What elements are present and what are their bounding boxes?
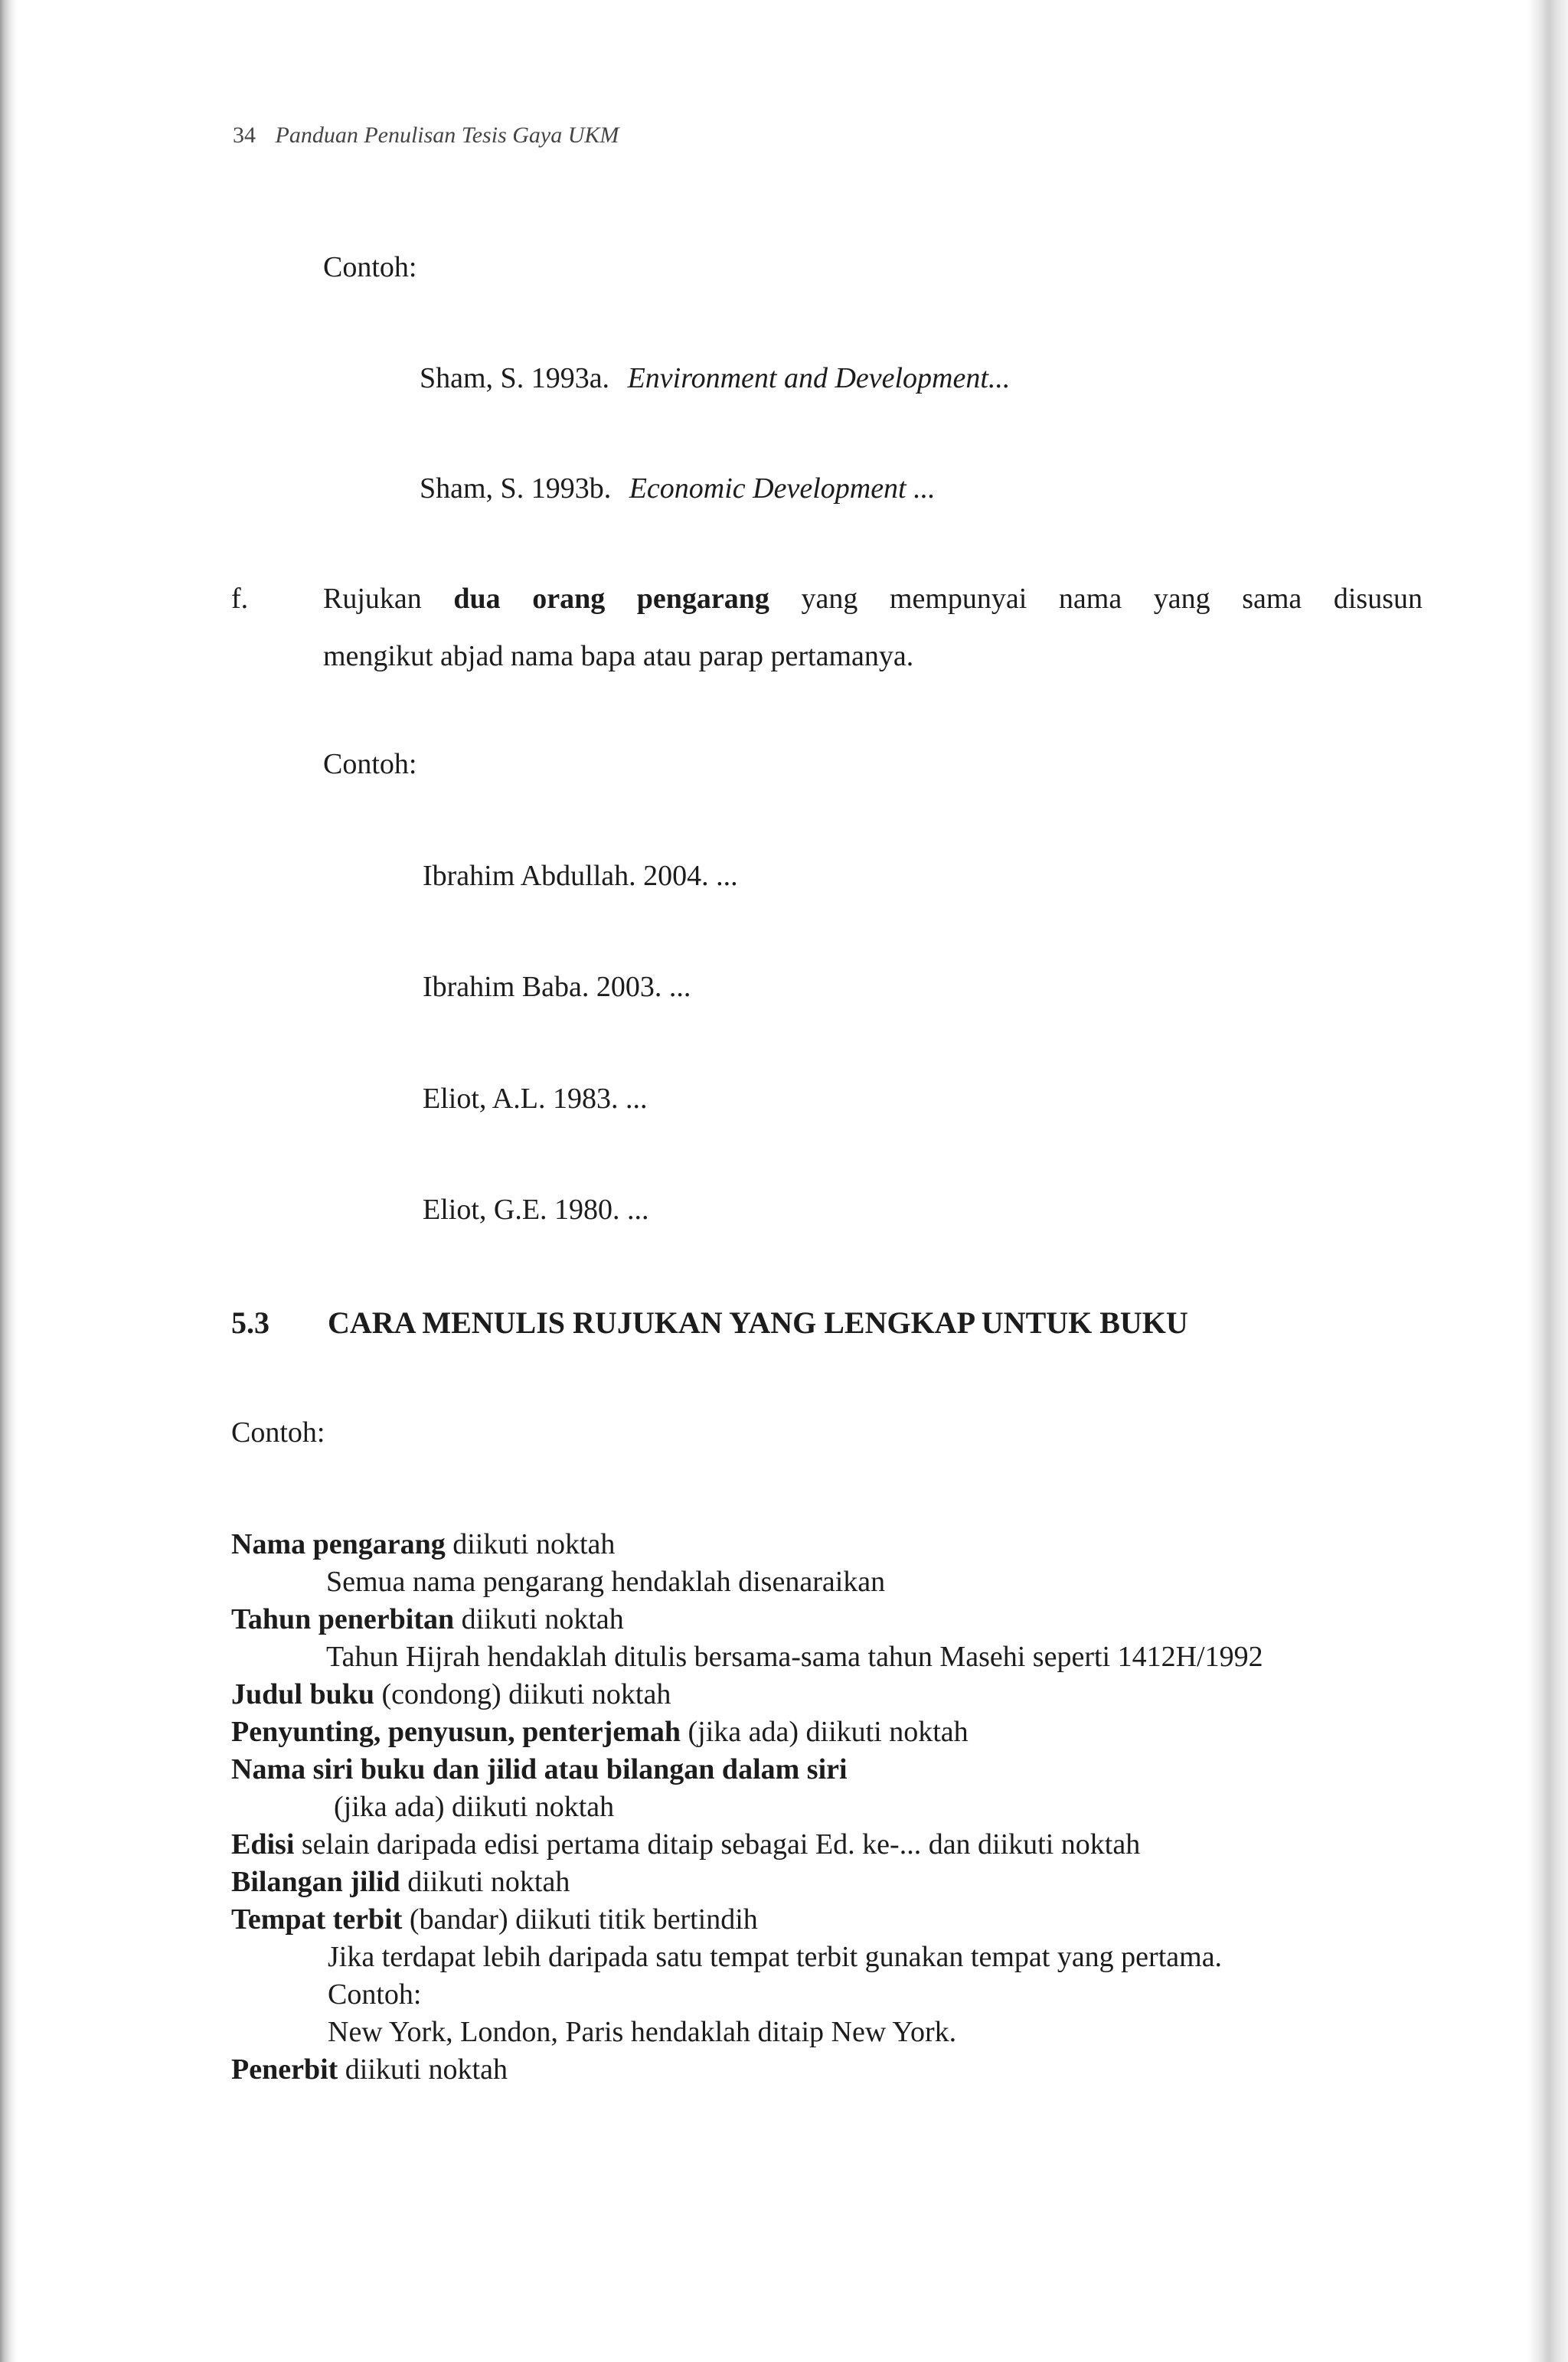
running-header <box>233 123 619 149</box>
page-binding-shadow-left <box>0 0 17 2362</box>
rule-term: Penerbit <box>231 2053 338 2086</box>
rule-judul-buku <box>231 1678 671 1711</box>
rule-tempat-terbit-contoh: Contoh: <box>328 1978 422 2011</box>
rule-tahun-penerbitan-note: Tahun Hijrah hendaklah ditulis bersama-sama tahun Masehi seperti 1412H/1992 <box>326 1641 1263 1673</box>
example-title: Environment and Development... <box>627 362 1011 394</box>
rule-desc: diikuti noktah <box>454 1603 624 1635</box>
example-author: Sham, S. 1993b. <box>420 472 612 505</box>
rule-tempat-terbit-note: Jika terdapat lebih daripada satu tempat terbit gunakan tempat yang pertama. <box>328 1941 1223 1973</box>
contoh-label-section: Contoh: <box>231 1416 325 1449</box>
rule-term: Tahun penerbitan <box>231 1603 455 1635</box>
rule-desc: (jika ada) diikuti noktah <box>680 1716 969 1748</box>
rule-tahun-penerbitan <box>231 1602 624 1636</box>
rule-desc: diikuti noktah <box>400 1866 570 1898</box>
rule-nama-siri <box>231 1753 848 1786</box>
section-number: 5.3 <box>231 1305 270 1340</box>
example-sham-1993a <box>420 361 1010 395</box>
rule-desc: diikuti noktah <box>445 1528 616 1560</box>
rule-term: Penyunting, penyusun, penterjemah <box>231 1716 681 1748</box>
rule-desc: selain daripada edisi pertama ditaip sebagai Ed. ke-... dan diikuti noktah <box>294 1828 1141 1861</box>
example-eliot-al: Eliot, A.L. 1983. ... <box>423 1083 648 1115</box>
example-ibrahim-baba: Ibrahim Baba. 2003. ... <box>423 971 691 1003</box>
rule-term: Bilangan jilid <box>231 1866 400 1898</box>
page-binding-shadow-right <box>1527 0 1568 2362</box>
rule-penerbit <box>231 2053 508 2086</box>
list-marker-f: f. <box>231 583 249 615</box>
rule-penyunting <box>231 1715 969 1749</box>
item-f-emphasis: dua orang pengarang <box>453 583 769 615</box>
rule-nama-pengarang-note: Semua nama pengarang hendaklah disenaraikan <box>326 1566 886 1598</box>
rule-term: Edisi <box>231 1828 295 1861</box>
rule-tempat-terbit-example: New York, London, Paris hendaklah ditaip New York. <box>328 2016 957 2048</box>
running-title: Panduan Penulisan Tesis Gaya UKM <box>275 123 619 148</box>
rule-desc: (condong) diikuti noktah <box>374 1678 671 1710</box>
rule-nama-pengarang <box>231 1527 615 1561</box>
section-title: CARA MENULIS RUJUKAN YANG LENGKAP UNTUK BUKU <box>328 1305 1188 1340</box>
item-f-text-post: yang mempunyai nama yang sama disusun <box>769 583 1423 615</box>
rule-nama-siri-note: (jika ada) diikuti noktah <box>334 1791 615 1823</box>
contoh-label-e: Contoh: <box>323 251 417 283</box>
rule-edisi <box>231 1828 1140 1861</box>
item-f-line-1 <box>323 582 1423 616</box>
rule-bilangan-jilid <box>231 1865 570 1899</box>
rule-term: Nama pengarang <box>231 1528 446 1560</box>
item-f-text-pre: Rujukan <box>323 583 454 615</box>
page-number: 34 <box>233 123 256 148</box>
rule-term: Tempat terbit <box>231 1903 403 1936</box>
rule-term: Nama siri buku dan jilid atau bilangan dalam siri <box>231 1753 848 1785</box>
example-eliot-ge: Eliot, G.E. 1980. ... <box>423 1194 649 1226</box>
rule-desc: (bandar) diikuti titik bertindih <box>402 1903 758 1936</box>
rule-tempat-terbit <box>231 1903 758 1936</box>
example-title: Economic Development ... <box>629 472 936 505</box>
contoh-label-f: Contoh: <box>323 748 417 780</box>
rule-desc: diikuti noktah <box>338 2053 508 2086</box>
rule-term: Judul buku <box>231 1678 374 1710</box>
example-author: Sham, S. 1993a. <box>420 362 610 394</box>
item-f-line-2: mengikut abjad nama bapa atau parap pertamanya. <box>323 640 914 672</box>
example-sham-1993b <box>420 472 936 505</box>
example-ibrahim-abdullah: Ibrahim Abdullah. 2004. ... <box>423 860 738 892</box>
